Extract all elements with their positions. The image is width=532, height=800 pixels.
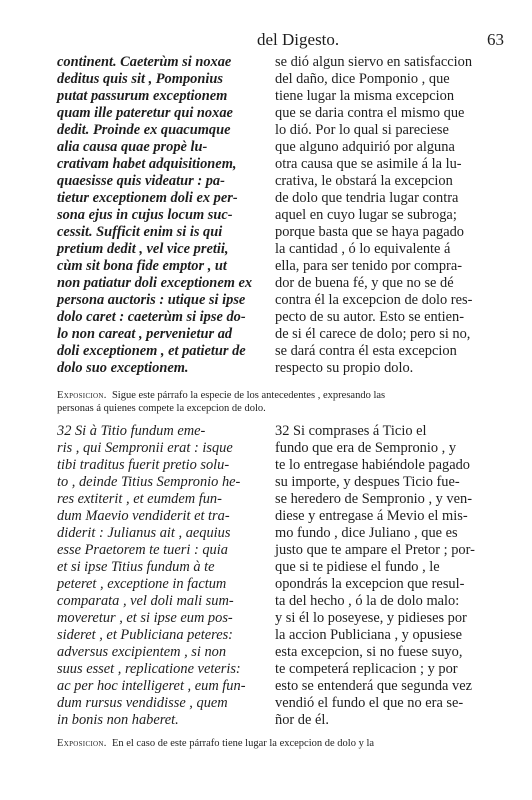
text-line: lo dió. Por lo qual si pareciese <box>275 122 449 138</box>
text-line: fundo que era de Sempronio , y <box>275 440 457 456</box>
text-line: se dará contra él esta excepcion <box>275 343 457 359</box>
text-line: te lo entregase habiéndole pagado <box>275 457 470 473</box>
latin-column-2 <box>57 423 246 729</box>
text-line: te competerá replicacion ; y por <box>275 661 458 677</box>
spanish-column-1 <box>275 54 472 377</box>
text-line: diese y entregase á Mevio el mis- <box>275 508 468 524</box>
text-line: diderit : Julianus ait , aequius <box>57 525 231 541</box>
text-line: tietur exceptionem doli ex per- <box>57 190 238 206</box>
text-line: esse Praetorem te tueri : quia <box>57 542 228 558</box>
text-line: cùm sit bona fide emptor , ut <box>57 258 227 274</box>
text-line: cessit. Sufficit enim si is qui <box>57 224 223 240</box>
text-line: sona ejus in cujus locum suc- <box>57 207 233 223</box>
text-line: que si te pidiese el fundo , le <box>275 559 440 575</box>
text-line: et si ipse Titius fundum à te <box>57 559 215 575</box>
text-line: esto se entenderá que segunda vez <box>275 678 472 694</box>
text-line: de si él carece de dolo; pero si no, <box>275 326 471 342</box>
text-line: moveretur , et si ipse eum pos- <box>57 610 233 626</box>
text-line: justo que te ampare el Pretor ; por- <box>275 542 475 558</box>
exposicion-text: personas á quienes compete la excepcion de dolo. <box>57 403 266 414</box>
text-line: dum Maevio vendiderit et tra- <box>57 508 230 524</box>
text-line: peteret , exceptione in factum <box>57 576 227 592</box>
text-line: crativam habet adquisitionem, <box>57 156 237 172</box>
exposicion-text: Sigue este párrafo la especie de los antecedentes , expresando las <box>111 390 386 401</box>
text-line: alia causa quae propè lu- <box>57 139 208 155</box>
text-line: ac per hoc intelligeret , eum fun- <box>57 678 246 694</box>
text-line: esta excepcion, si no fuese suyo, <box>275 644 463 660</box>
text-line: res extiterit , et eumdem fun- <box>57 491 222 507</box>
text-line: adversus excipientem , si non <box>57 644 227 660</box>
text-line: dolo suo exceptionem. <box>57 360 189 376</box>
exposicion-note-1 <box>57 389 385 415</box>
text-line: comparata , vel doli mali sum- <box>57 593 234 609</box>
text-line: putat passurum exceptionem <box>57 88 228 104</box>
text-line: se dió algun siervo en satisfaccion <box>275 54 473 70</box>
text-line: dum rursus vendidisse , quem <box>57 695 228 711</box>
text-line: del daño, dice Pomponio , que <box>275 71 450 87</box>
text-line: in bonis non haberet. <box>57 712 179 728</box>
text-line: que se daria contra el mismo que <box>275 105 465 121</box>
text-line: to , deinde Titius Sempronio he- <box>57 474 241 490</box>
text-line: ella, para ser tenido por compra- <box>275 258 462 274</box>
exposicion-note-2 <box>57 737 374 750</box>
text-line: ta del hecho , ó la de dolo malo: <box>275 593 460 609</box>
text-line: dor de buena fé, y que no se dé <box>275 275 454 291</box>
latin-column-1 <box>57 54 252 377</box>
exposicion-label: Exposicion. <box>57 390 107 401</box>
text-line: non patiatur doli exceptionem ex <box>57 275 253 291</box>
text-line: lo non careat , pervenietur ad <box>57 326 233 342</box>
text-line: quam ille pateretur qui noxae <box>57 105 233 121</box>
text-line: persona auctoris : utique si ipse <box>57 292 246 308</box>
text-line: la cantidad , ó lo equivalente á <box>275 241 451 257</box>
text-line: 32 Si à Titio fundum eme- <box>57 423 206 439</box>
text-line: tibi traditus fuerit pretio solu- <box>57 457 230 473</box>
text-line: dedit. Proinde ex quacumque <box>57 122 231 138</box>
text-line: se heredero de Sempronio , y ven- <box>275 491 473 507</box>
text-line: dolo caret : caeterùm si ipse do- <box>57 309 246 325</box>
page-number: 63 <box>487 30 504 49</box>
text-line: ñor de él. <box>275 712 329 728</box>
text-line: deditus quis sit , Pomponius <box>57 71 223 87</box>
text-line: de dolo que tendria lugar contra <box>275 190 459 206</box>
text-line: opondrás la excepcion que resul- <box>275 576 465 592</box>
text-line: doli exceptionem , et patietur de <box>57 343 246 359</box>
spanish-column-2 <box>275 423 475 729</box>
text-line: contra él la excepcion de dolo res- <box>275 292 473 308</box>
text-line: vendió el fundo el que no era se- <box>275 695 464 711</box>
running-title: del Digesto. <box>257 30 340 49</box>
text-line: mo fundo , dice Juliano , que es <box>275 525 458 541</box>
text-line: su importe, y despues Ticio fue- <box>275 474 460 490</box>
running-header <box>0 30 532 54</box>
text-line: continent. Caeterùm si noxae <box>57 54 232 70</box>
exposicion-text: En el caso de este párrafo tiene lugar la excepcion de dolo y la <box>111 738 375 749</box>
text-line: respecto su propio dolo. <box>275 360 414 376</box>
text-line: la accion Publiciana , y opusiese <box>275 627 463 643</box>
text-line: crativa, le obstará la excepcion <box>275 173 453 189</box>
exposicion-label: Exposicion. <box>57 738 107 749</box>
text-line: quaesisse quis videatur : pa- <box>57 173 225 189</box>
text-line: porque basta que se haya pagado <box>275 224 465 240</box>
text-line: otra causa que se asimile á la lu- <box>275 156 462 172</box>
text-line: aquel en cuyo lugar se subroga; <box>275 207 457 223</box>
text-line: pecto de su autor. Esto se entien- <box>275 309 465 325</box>
text-line: sideret , et Publiciana peteres: <box>57 627 233 643</box>
text-line: 32 Si comprases á Ticio el <box>275 423 427 439</box>
text-line: y si él lo poseyese, y pidieses por <box>275 610 467 626</box>
text-line: que alguno adquirió por alguna <box>275 139 455 155</box>
text-line: pretium dedit , vel vice pretii, <box>57 241 229 257</box>
text-line: tiene lugar la misma excepcion <box>275 88 455 104</box>
text-line: suus esset , replicatione veteris: <box>57 661 241 677</box>
text-line: ris , qui Sempronii erat : isque <box>57 440 233 456</box>
